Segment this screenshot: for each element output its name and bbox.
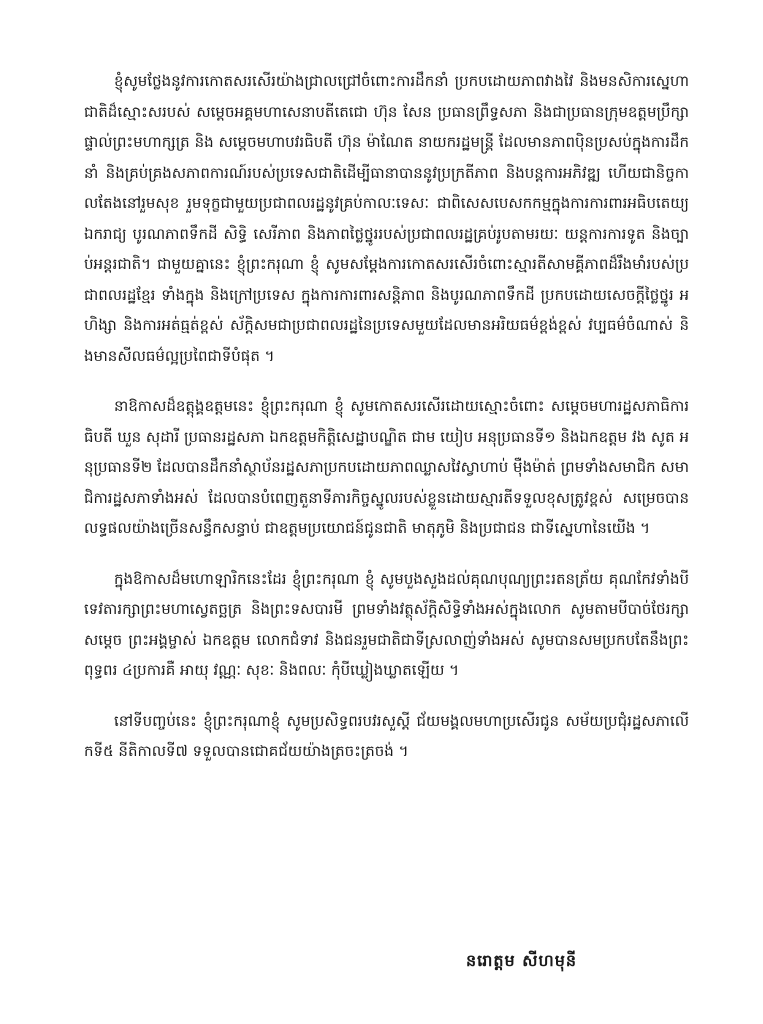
paragraph-3: ក្នុងឱកាសដ៏មហោឡារិកនេះដែរ ខ្ញុំព្រះករុណា ខ្ញុំ សូមបួងសួងដល់គុណបុណ្យព្រះរតនត្រ័យ គុណកែវទាំងបី ទេវតារក្សាព្រះមហាស្វេតច្ឆត្រ និងព្រះទសបារមី ព្រមទាំងវត្ថុស័ក្តិសិទ្ធិទាំងអស់ក្នុងលោក សូមតាមបីបាច់ថែរក្សា សម្តេច ព្រះអង្គម្ចាស់ ឯកឧត្តម លោកជំទាវ និងជនរួមជាតិជាទីស្រលាញ់ទាំងអស់ សូមបានសមប្រកបតែនឹងព្រះពុទ្ធពរ ៤ប្រការគឺ អាយុ វណ្ណៈ សុខៈ និងពលៈ កុំបីឃ្លៀងឃ្លាតឡើយ ។ (84, 569, 689, 679)
paragraph-4: នៅទីបញ្ចប់នេះ ខ្ញុំព្រះករុណាខ្ញុំ សូមប្រសិទ្ធពរបវរសួស្តី ជ័យមង្គលមហាប្រសើរជូន សម័យប្រជុំរដ្ឋសភាលើកទី៥ នីតិកាលទី៧ ទទួលបានជោគជ័យយ៉ាងត្រចះត្រចង់ ។ (84, 711, 689, 760)
paragraph-2: នាឱកាសដ៏ឧត្តុង្គឧត្តមនេះ ខ្ញុំព្រះករុណា ខ្ញុំ សូមកោតសរសើរដោយស្មោះចំពោះ សម្តេចមហារដ្ឋសភាធិការធិបតី ឃួន សុដារី ប្រធានរដ្ឋសភា ឯកឧត្តមកិត្តិសេដ្ឋាបណ្ឌិត ជាម យៀប អនុប្រធានទី១ និងឯកឧត្តម វង សូត អនុប្រធានទី២ ដែលបានដឹកនាំស្ថាប័នរដ្ឋសភាប្រកបដោយភាពឈ្លាសវៃស្វាហាប់ ម៉ឺងម៉ាត់ ព្រមទាំងសមាជិក សមាជិការដ្ឋសភាទាំងអស់ ដែលបានបំពេញតួនាទីភារកិច្ចស្នូលរបស់ខ្លួនដោយស្មារតីទទួលខុសត្រូវខ្ពស់ សម្រេចបានលទ្ធផលយ៉ាងច្រើនសន្ធឹកសន្ធាប់ ជាឧត្តមប្រយោជន៍ជូនជាតិ មាតុភូមិ និងប្រជាជន ជាទីស្នេហានៃយើង ។ (84, 397, 689, 537)
signature-name: នរោត្តម សីហមុនី (466, 951, 578, 970)
paragraph-1: ខ្ញុំសូមថ្លែងនូវការកោតសរសើរយ៉ាងជ្រាលជ្រៅចំពោះការដឹកនាំ ប្រកបដោយភាពវាងវៃ និងមនសិការស្នេហាជាតិដ៏ស្មោះសរបស់ សម្តេចអគ្គមហាសេនាបតីតេជោ ហ៊ុន សែន ប្រធានព្រឹទ្ធសភា និងជាប្រធានក្រុមឧត្តមប្រឹក្សាផ្ទាល់ព្រះមហាក្សត្រ និង សម្តេចមហាបវរធិបតី ហ៊ុន ម៉ាណែត នាយករដ្ឋមន្ត្រី ដែលមានភាពប៉ិនប្រសប់ក្នុងការដឹកនាំ និងគ្រប់គ្រងសភាពការណ៍របស់ប្រទេសជាតិដើម្បីធានាបាននូវប្រក្រតីភាព និងបន្តការអភិវឌ្ឍ ហើយជានិច្ចកាលតែងនៅរួមសុខ រួមទុក្ខជាមួយប្រជាពលរដ្ឋនូវគ្រប់កាលៈទេសៈ ជាពិសេសបេសកកម្មក្នុងការការពារអធិបតេយ្យ ឯករាជ្យ បូរណភាពទឹកដី សិទ្ធិ សេរីភាព និងភាពថ្លៃថ្នូររបស់ប្រជាពលរដ្ឋគ្រប់រូបតាមរយៈ យន្តការការទូត និងច្បាប់អន្តរជាតិ។ ជាមួយគ្នានេះ ខ្ញុំព្រះករុណា ខ្ញុំ សូមសម្តែងការកោតសរសើរចំពោះស្មារតីសាមគ្គីភាពដ៏រឹងមាំរបស់ប្រជាពលរដ្ឋខ្មែរ ទាំងក្នុង និងក្រៅប្រទេស ក្នុងការការពារសន្តិភាព និងបូរណភាពទឹកដី ប្រកបដោយសេចក្តីថ្លៃថ្នូរ អហិង្សា និងការអត់ធ្មត់ខ្ពស់ ស័ក្តិសមជាប្រជាពលរដ្ឋនៃប្រទេសមួយដែលមានអរិយធម៌ខ្ពង់ខ្ពស់ វប្បធម៌ចំណាស់ និងមានសីលធម៌ល្អប្រពៃជាទីបំផុត ។ (84, 72, 689, 365)
